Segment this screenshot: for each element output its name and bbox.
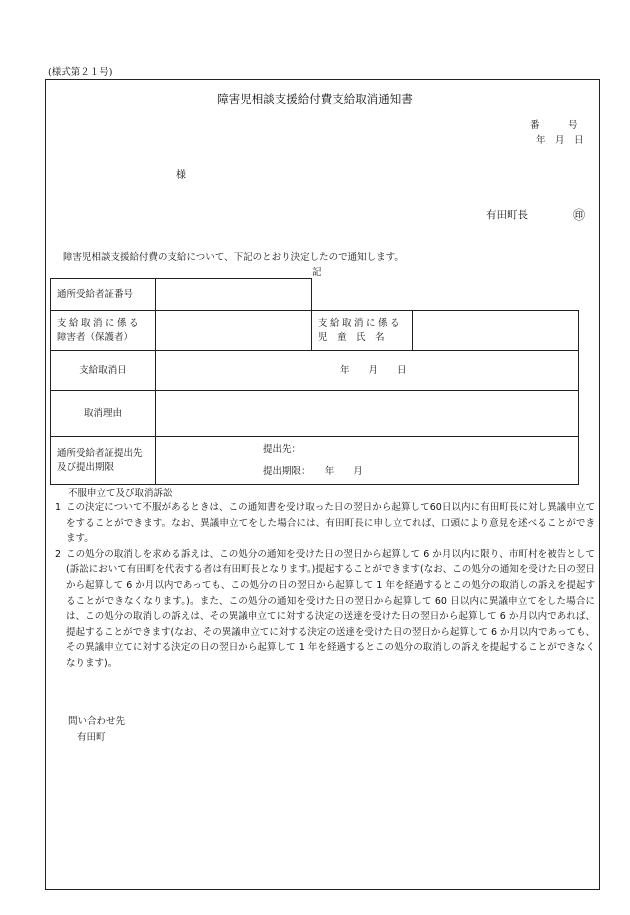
submit-label: 通所受給者証提出先 及び提出期限 [51, 437, 156, 485]
cancellation-table [50, 310, 579, 485]
submit-value: 提出先： 提出期限： 年 月 [156, 437, 579, 485]
recipient-id-label: 通所受給者証番号 [51, 279, 156, 311]
cancel-date-label: 支給取消日 [51, 351, 156, 391]
ki-label: 記 [312, 267, 322, 278]
appeal-heading: 不服申立て及び取消訴訟 [68, 488, 173, 499]
note-item-2: 2 この処分の取消しを求める訴えは、この処分の通知を受けた日の翌日から起算して 6 か月以内に限り、市町村を被告として(訴訟において有田町を代表する者は有田町長となります。)提起することができます(なお、この処分の通知を受けた日の翌日から起算して 6 か月以内であっても、この処分の日の翌日から起算して 1 年を経過するとこの処分の取消しの訴えを提起することができなくなります。)。また、この処分の通知を受けた日の翌日から起算して 60 日以内に異議申立てをした場合には、この処分の取消しの訴えは、その異議申立てに対する決定の送達を受けた日の翌日から起算して 6 か月以内であれば、提起することができます(なお、その異議申立てに対する決定の送達を受けた日の翌日から起算して 6 か月以内であっても、その異議申立てに対する決定の日の翌日から起算して 1 年を経過するとこの処分の取消しの訴えを提起することができなくなります)。 [55, 548, 595, 669]
contact-name: 有田町 [77, 732, 106, 743]
date-label: 年 月 日 [536, 135, 584, 146]
child-name-label: 支給取消に係る 児 童 氏 名 [312, 311, 413, 351]
seal-mark: ㊞ [573, 208, 586, 222]
recipient-id-table [50, 278, 312, 311]
number-label: 番 号 [530, 120, 578, 131]
appeal-notes [55, 500, 595, 672]
addressee-suffix: 様 [176, 170, 186, 181]
reason-label: 取消理由 [51, 391, 156, 437]
cancel-date-value: 年 月 日 [156, 351, 579, 391]
contact-label: 問い合わせ先 [68, 716, 126, 727]
guardian-value [156, 311, 312, 351]
guardian-label: 支給取消に係る 障害者（保護者） [51, 311, 156, 351]
child-name-value [413, 311, 579, 351]
intro-text: 障害児相談支援給付費の支給について、下記のとおり決定したので通知します。 [63, 252, 404, 263]
note-item-1: 1 この決定について不服があるときは、この通知書を受け取った日の翌日から起算して60日以内に有田町長に対し異議申立てをすることができます。なお、異議申立てをした場合には、有田町長に申し立てれば、口頭により意見を述べることができます。 [55, 502, 595, 545]
document-title: 障害児相談支援給付費支給取消通知書 [217, 92, 413, 106]
issuer-name: 有田町長 [486, 209, 528, 221]
recipient-id-value [156, 279, 312, 311]
reason-value [156, 391, 579, 437]
form-number: (様式第２１号) [48, 67, 113, 78]
